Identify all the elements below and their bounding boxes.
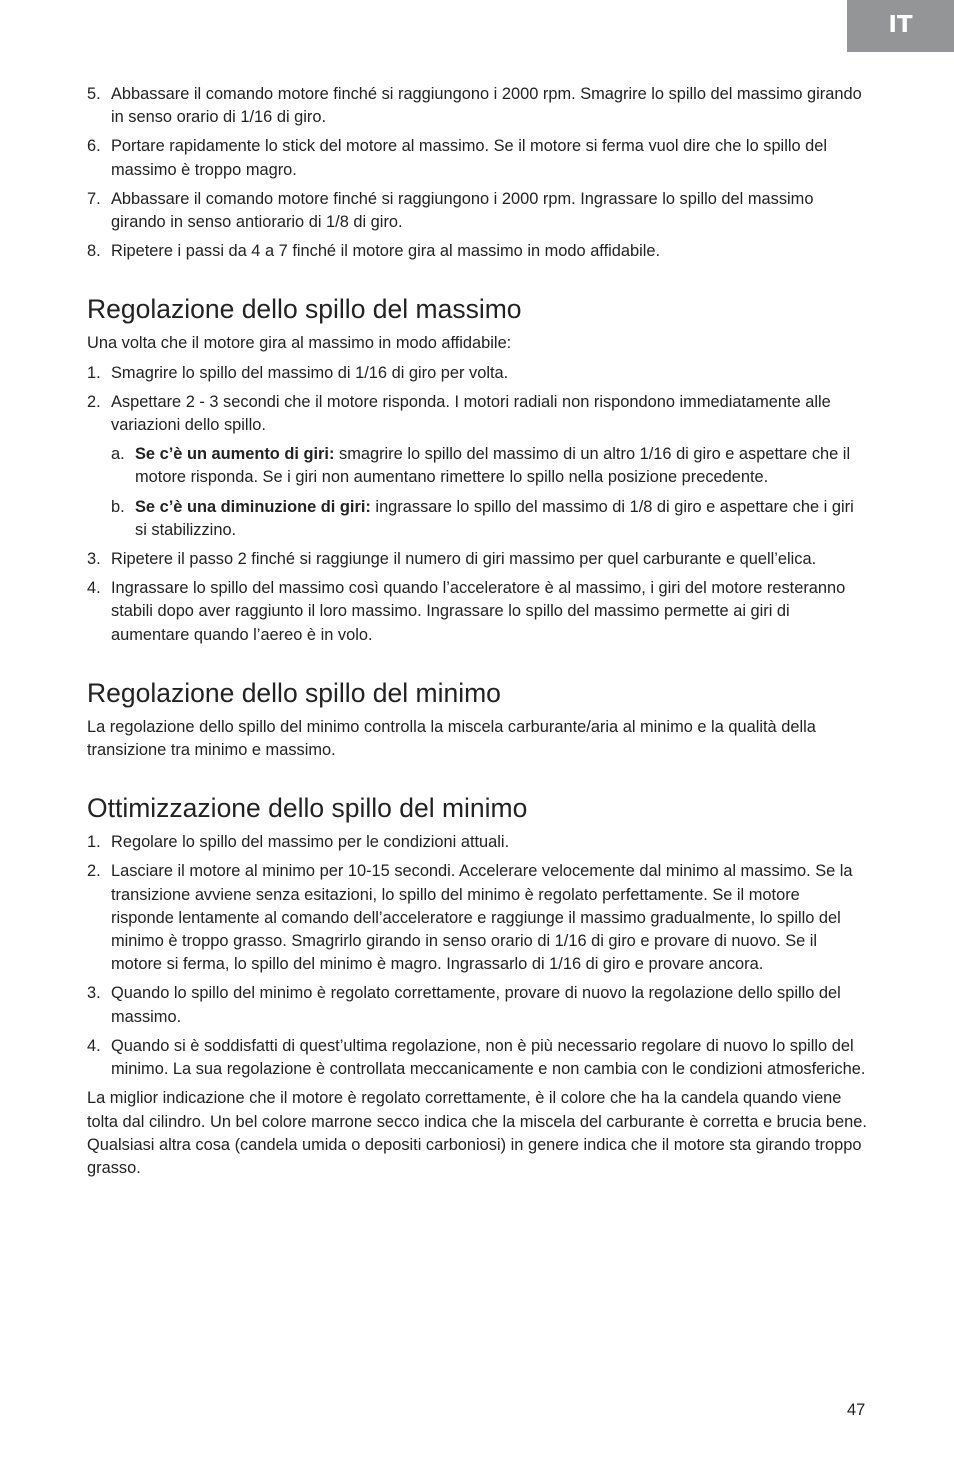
sub-list-item-letter: b.	[111, 497, 125, 516]
list-item-text: Ingrassare lo spillo del massimo così quando l’acceleratore è al massimo, i giri del motore resteranno stabili dopo aver raggiunto il loro massimo. Ingrassare lo spillo del massimo permette ai giri di aumentare quando l’aereo è in volo.	[111, 579, 846, 644]
list-item-number: 1.	[87, 363, 101, 382]
list-item	[87, 391, 867, 437]
list-item-number: 6.	[87, 137, 101, 156]
list-item-text: Smagrire lo spillo del massimo di 1/16 di giro per volta.	[111, 363, 509, 382]
list-item	[87, 831, 867, 854]
list-item-text: Abbassare il comando motore finché si raggiungono i 2000 rpm. Ingrassare lo spillo del massimo girando in senso antiorario di 1/8 di giro.	[111, 189, 814, 232]
list-item	[87, 135, 867, 181]
section-heading-ottimizzazione: Ottimizzazione dello spillo del minimo	[87, 793, 528, 824]
list-item-text: Aspettare 2 - 3 secondi che il motore risponda. I motori radiali non rispondono immediatamente alle variazioni dello spillo.	[111, 392, 831, 435]
list-item-number: 2.	[87, 392, 101, 411]
list-item-number: 4.	[87, 1036, 101, 1055]
sub-list-item	[87, 443, 867, 489]
list-item	[87, 577, 867, 647]
sub-list-item	[87, 496, 867, 542]
list-item-number: 5.	[87, 85, 101, 103]
section-intro: Una volta che il motore gira al massimo in modo affidabile:	[87, 334, 512, 353]
list-item-text: Portare rapidamente lo stick del motore al massimo. Se il motore si ferma vuol dire che lo spillo del massimo è troppo magro.	[111, 137, 828, 179]
list-item-text: Ripetere i passi da 4 a 7 finché il motore gira al massimo in modo affidabile.	[111, 242, 661, 261]
list-item-number: 3.	[87, 550, 101, 569]
list-item-text: Lasciare il motore al minimo per 10-15 secondi. Accelerare velocemente dal minimo al massimo. Se la transizione avviene senza esitazioni, lo spillo del minimo è regolato perfettamente. Se il motore risponde lentamente al comando dell’acceleratore e raggiunge il massimo gradualmente, lo spillo del minimo è troppo grasso. Smagrirlo girando in senso orario di 1/16 di giro e provare di nuovo. Se il motore si ferma, lo spillo del minimo è magro. Ingrassarlo di 1/16 di giro e provare ancora.	[111, 862, 853, 974]
sub-list-item-lead: Se c’è una diminuzione di giri:	[135, 497, 371, 516]
sub-list-item-letter: a.	[111, 445, 125, 464]
list-item	[87, 1035, 867, 1081]
page-content	[87, 83, 867, 1186]
section-heading-massimo: Regolazione dello spillo del massimo	[87, 294, 522, 325]
list-item	[87, 860, 867, 976]
list-item-text: Quando lo spillo del minimo è regolato correttamente, provare di nuovo la regolazione dello spillo del massimo.	[111, 984, 841, 1026]
list-item-text: Ripetere il passo 2 finché si raggiunge il numero di giri massimo per quel carburante e quell’elica.	[111, 550, 817, 569]
list-item-number: 7.	[87, 189, 101, 208]
section-paragraph: La regolazione dello spillo del minimo controlla la miscela carburante/aria al minimo e la qualità della transizione tra minimo e massimo.	[87, 717, 816, 760]
list-item-text: Abbassare il comando motore finché si raggiungono i 2000 rpm. Smagrire lo spillo del massimo girando in senso orario di 1/16 di giro.	[111, 85, 862, 127]
list-item-number: 2.	[87, 862, 101, 881]
list-item-text: Regolare lo spillo del massimo per le condizioni attuali.	[111, 833, 510, 852]
list-item-number: 1.	[87, 833, 101, 852]
list-item	[87, 362, 867, 385]
list-item-number: 3.	[87, 984, 101, 1003]
page-number: 47	[847, 1401, 866, 1419]
sub-list-item-text: smagrire lo spillo del massimo di un altro 1/16 di giro e aspettare che il motore risponda. Se i giri non aumentano rimettere lo spillo nella posizione precedente.	[135, 445, 851, 487]
list-item-number: 4.	[87, 579, 101, 598]
list-item	[87, 83, 867, 129]
list-item	[87, 982, 867, 1028]
section-heading-minimo: Regolazione dello spillo del minimo	[87, 677, 501, 708]
list-item-text: Quando si è soddisfatti di quest’ultima regolazione, non è più necessario regolare di nuovo lo spillo del minimo. La sua regolazione è controllata meccanicamente e non cambia con le condizioni atmosferiche.	[111, 1036, 866, 1079]
sub-list-item-text: ingrassare lo spillo del massimo di 1/8 di giro e aspettare che i giri si stabilizzino.	[135, 497, 854, 539]
closing-paragraph: La miglior indicazione che il motore è regolato correttamente, è il colore che ha la candela quando viene tolta dal cilindro. Un bel colore marrone secco indica che la miscela del carburante è corretta e brucia bene. Qualsiasi altra cosa (candela umida o depositi carboniosi) in genere indica che il motore sta girando troppo grasso.	[87, 1089, 867, 1177]
language-tab: IT	[847, 0, 954, 52]
list-item	[87, 240, 867, 263]
list-item	[87, 548, 867, 571]
list-item	[87, 188, 867, 234]
sub-list-item-lead: Se c’è un aumento di giri:	[135, 445, 335, 464]
list-item-number: 8.	[87, 242, 101, 261]
